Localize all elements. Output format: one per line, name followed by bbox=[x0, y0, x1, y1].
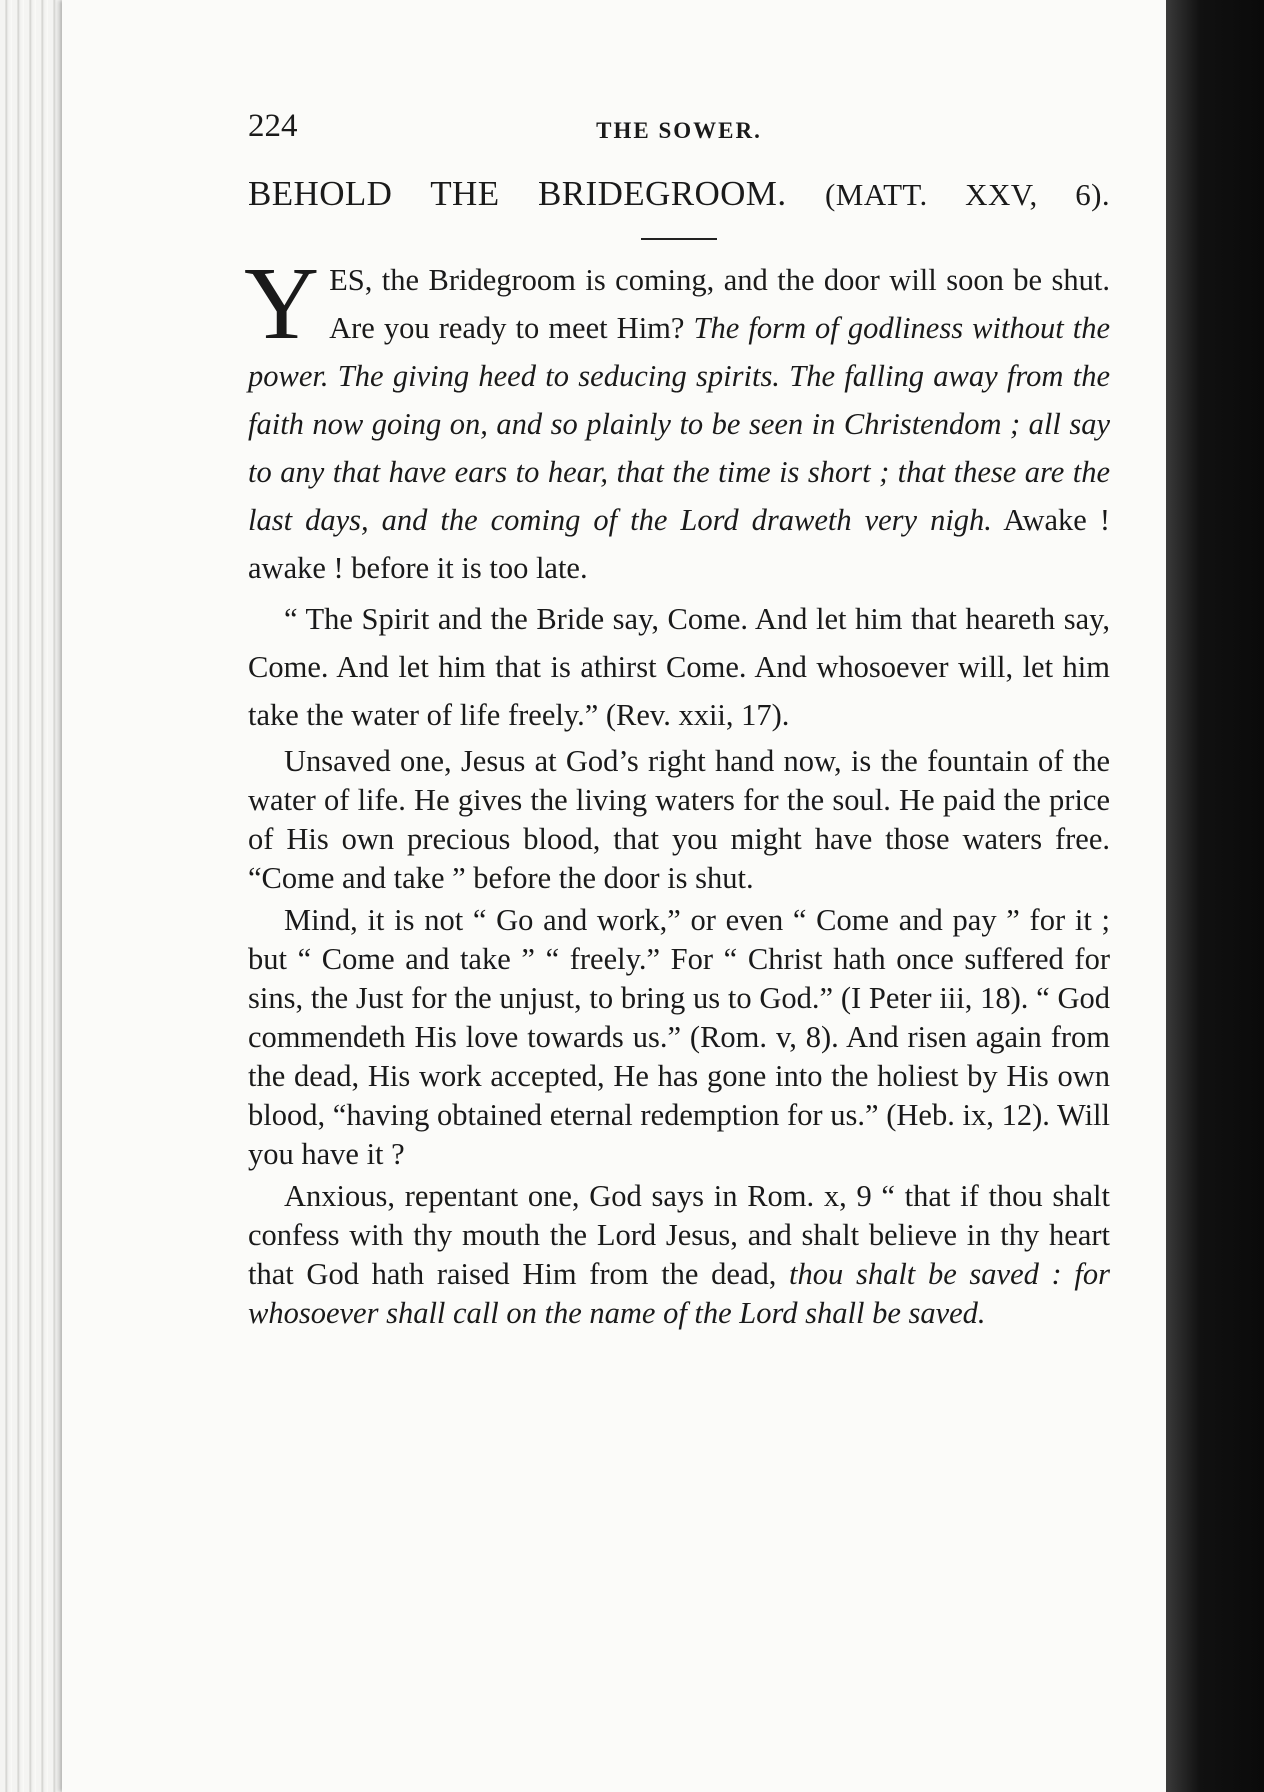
paragraph-1-italic: The form of godliness without the power. The giving heed to seducing spirits. The falling away from the faith now going on, and so plainly to be seen in Christendom ; all say to any that have ears to hear, that the time is short ; that these are the last days, and the coming of the Lord draweth very nigh. bbox=[248, 311, 1111, 537]
drop-cap: Y bbox=[244, 246, 320, 361]
article-title-text: BEHOLD THE BRIDEGROOM. bbox=[248, 174, 787, 213]
paragraph-2: “ The Spirit and the Bride say, Come. And let him that heareth say, Come. And let him that is athirst Come. And whosoever will, let him take the water of life freely.” (Rev. xxii, 17). bbox=[248, 602, 1110, 732]
paragraph-3: Unsaved one, Jesus at God’s right hand now, is the fountain of the water of life. He gives the living waters for the soul. He paid the price of His own precious blood, that you might have those waters free. “Come and take ” before the door is shut. bbox=[248, 744, 1110, 895]
paragraph-4: Mind, it is not “ Go and work,” or even “ Come and pay ” for it ; but “ Come and take ” “ freely.” For “ Christ hath once suffered for sins, the Just for the unjust, to bring us to God.” (I Peter iii, 18). “ God commendeth His love towards us.” (Rom. v, 8). And risen again from the dead, His work accepted, He has gone into the holiest by His own blood, “having obtained eternal redemption for us.” (Heb. ix, 12). Will you have it ? bbox=[248, 903, 1110, 1171]
article-reference: (MATT. XXV, 6). bbox=[825, 177, 1110, 212]
running-head bbox=[248, 104, 1110, 154]
binding-shadow bbox=[1166, 0, 1264, 1792]
page-content bbox=[244, 104, 1111, 1333]
paragraph-5 bbox=[248, 1177, 1110, 1333]
paragraph-1 bbox=[244, 246, 1111, 592]
paragraph-1-start: ES, the Bridegroom is coming, and the door will soon be shut. Are you ready to meet Him? bbox=[329, 263, 1110, 345]
divider bbox=[641, 238, 717, 240]
paragraph-5-italic: thou shalt be saved : for whosoever shall call on the name of the Lord shall be saved. bbox=[248, 1257, 1110, 1330]
article-title bbox=[248, 174, 1110, 214]
running-title: THE SOWER. bbox=[596, 118, 762, 143]
page-number: 224 bbox=[248, 108, 298, 144]
paragraph-5-start: Anxious, repentant one, God says in Rom. x, 9 “ that if thou shalt confess with thy mouth the Lord Jesus, and shalt believe in thy heart that God hath raised Him from the dead, bbox=[248, 1179, 1110, 1291]
paragraph-1-end: Awake ! awake ! before it is too late. bbox=[248, 503, 1111, 585]
